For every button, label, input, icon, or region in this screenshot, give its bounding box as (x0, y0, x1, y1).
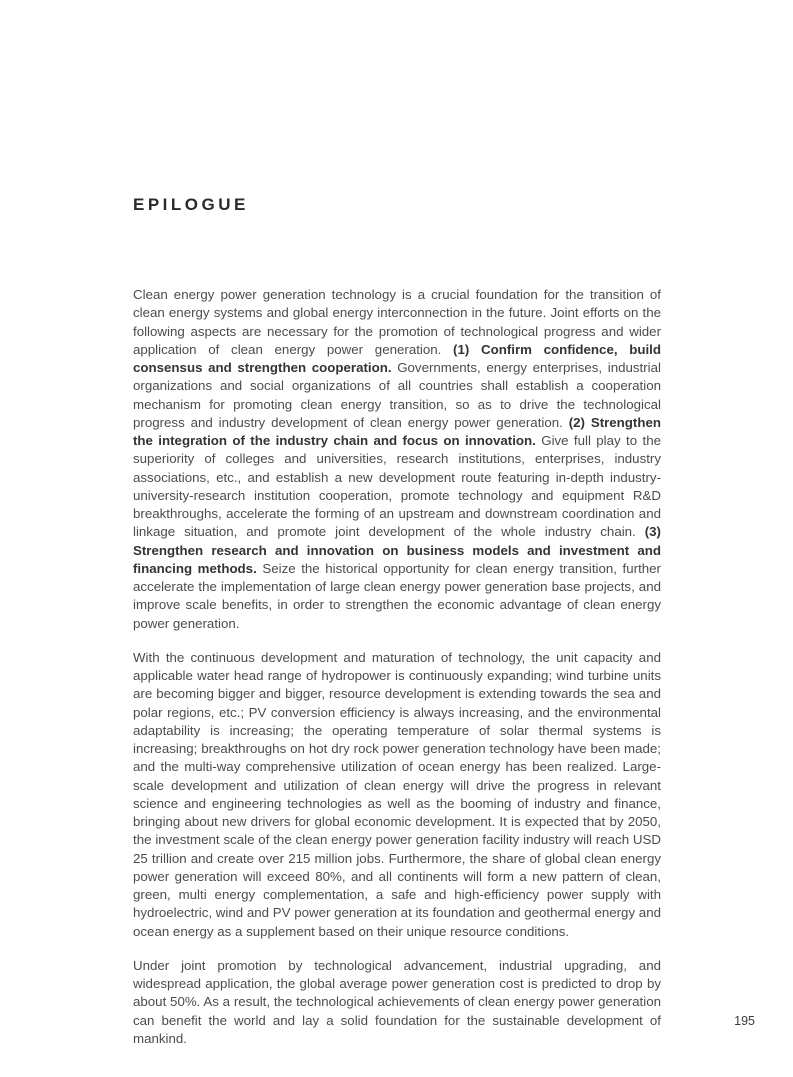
text-segment: Clean energy power generation technology is a crucial foundation for the transition of clean energy systems and global energy interconnection in the future. Joint efforts on the following aspects are necessary for the promotion of technological progress and wider application of clean energy power generation. (133, 287, 661, 357)
paragraph (133, 957, 661, 1048)
paragraph (133, 649, 661, 941)
chapter-heading: EPILOGUE (133, 195, 249, 214)
text-segment: Give full play to the superiority of colleges and universities, research institutions, enterprises, industry associations, etc., and establish a new development route featuring in-depth industry-university-research institution cooperation, promote technology and equipment R&D breakthroughs, accelerate the forming of an upstream and downstream coordination and linkage situation, and promote joint development of the whole industry chain. (133, 433, 661, 540)
text-segment: With the continuous development and maturation of technology, the unit capacity and applicable water head range of hydropower is continuously expanding; wind turbine units are becoming bigger and bigger, resource development is extending towards the sea and polar regions, etc.; PV conversion efficiency is always increasing, and the environmental adaptability is increasing; the operating temperature of solar thermal systems is increasing; breakthroughs on hot dry rock power generation technology have been made; and the multi-way comprehensive utilization of ocean energy has been realized. Large-scale development and utilization of clean energy will drive the progress in relevant science and engineering technologies as well as the booming of industry and finance, bringing about new drivers for global economic development. It is expected that by 2050, the investment scale of the clean energy power generation facility industry will reach USD 25 trillion and create over 215 million jobs. Furthermore, the share of global clean energy power generation will exceed 80%, and all continents will form a new pattern of clean, green, multi energy complementation, a safe and high-efficiency power supply with hydroelectric, wind and PV power generation at its foundation and geothermal energy and ocean energy as a supplement based on their unique resource conditions. (133, 649, 661, 939)
text-segment-bold: (1) Confirm confidence, build consensus and strengthen cooperation. (133, 341, 661, 375)
text-segment-bold: (3) Strengthen research and innovation on business models and investment and financing methods. (133, 524, 661, 576)
text-segment: Under joint promotion by technological advancement, industrial upgrading, and widespread application, the global average power generation cost is predicted to drop by about 50%. As a result, the technological achievements of clean energy power generation can benefit the world and lay a solid foundation for the sustainable development of mankind. (133, 957, 661, 1046)
text-segment: Seize the historical opportunity for clean energy transition, further accelerate the implementation of large clean energy power generation base projects, and improve scale benefits, in order to strengthen the economic advantage of clean energy power generation. (133, 560, 661, 631)
text-segment-bold: (2) Strengthen the integration of the industry chain and focus on innovation. (133, 414, 661, 448)
page-number: 195 (734, 1014, 755, 1028)
body-text (133, 286, 661, 1048)
paragraph (133, 286, 661, 633)
text-segment: Governments, energy enterprises, industrial organizations and social organizations of all countries shall establish a cooperation mechanism for promoting clean energy transition, so as to drive the technological progress and industry development of clean energy power generation. (133, 360, 661, 430)
